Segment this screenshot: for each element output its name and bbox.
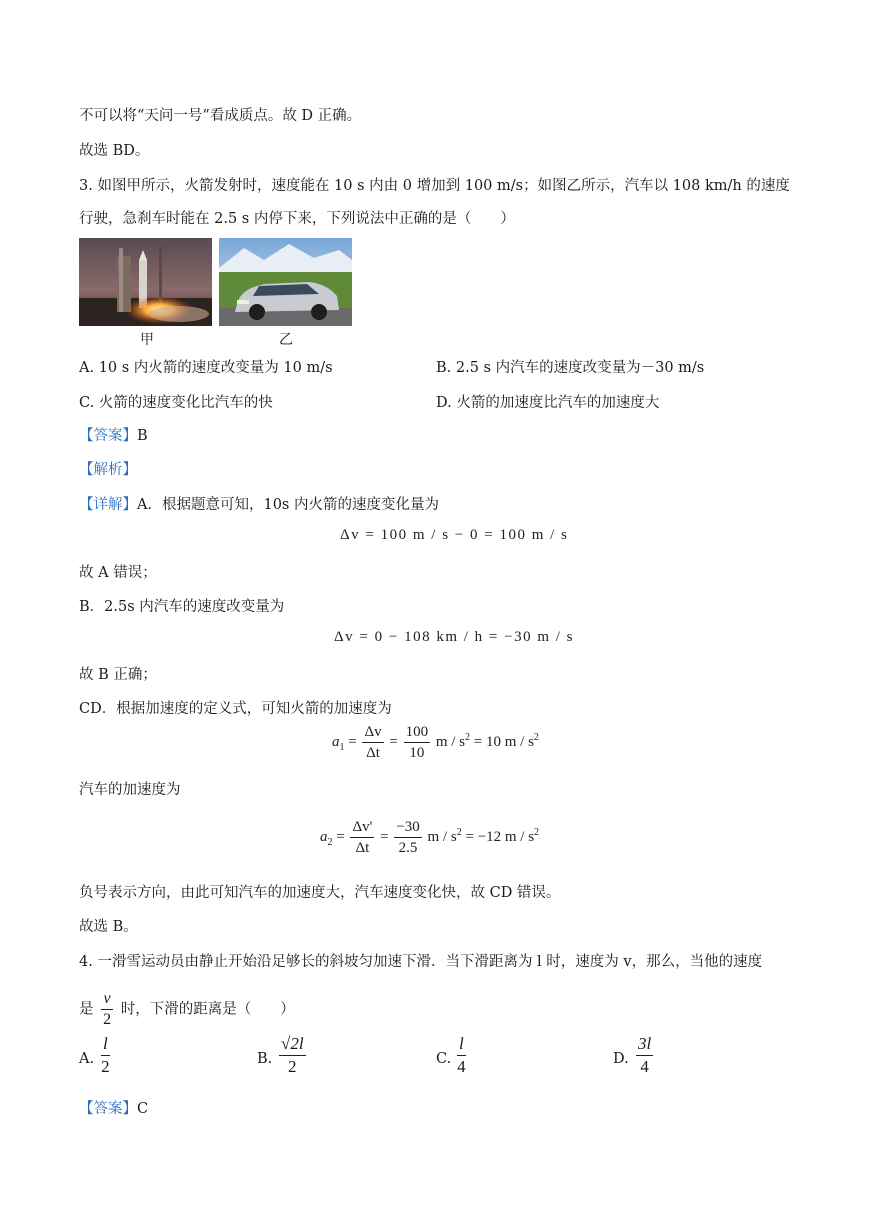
eq3-tail: m / s [435, 733, 466, 750]
detail-tag: 【详解】 [79, 497, 137, 513]
equation-2: Δv = 0 − 108 km / h = −30 m / s [334, 629, 574, 645]
q4-option-a-label: A. [79, 1051, 95, 1067]
caption-right: 乙 [279, 332, 293, 348]
text-line: 故选 BD。 [79, 143, 150, 159]
eq3-sub: 1 [339, 741, 345, 753]
answer-tag: 【答案】 [79, 1101, 137, 1117]
detail-a-text: A．根据题意可知，10s 内火箭的速度变化量为 [137, 497, 439, 513]
eq3-frac1 [362, 723, 383, 762]
equation-3: $a_1$ = $\frac{\Delta v}{\Delta t}$ = $\frac{100}{10}$ $m / s^2 = 10$ m / $s^2$ [332, 724, 539, 761]
half-v-num: v [101, 990, 113, 1010]
text-line: 故 B 正确； [79, 667, 157, 683]
choose-b: 故选 B。 [79, 919, 138, 935]
caption-left: 甲 [140, 332, 154, 348]
rocket-launch-image [79, 238, 212, 326]
answer-tag: 【答案】 [79, 428, 137, 444]
equation-4: $a_2$ = $\frac{\Delta v'}{\Delta t}$ = $\frac{-30}{2.5}$ $m / s^2 = -12$ m / $s^2$ [320, 819, 540, 856]
q4-line2-pre: 是 [79, 1001, 94, 1018]
eq4-result: = −12 m / s [465, 828, 535, 845]
q3-option-d: D. 火箭的加速度比汽车的加速度大 [436, 395, 660, 411]
q4-option-d-fraction: 3l 4 [638, 1034, 652, 1076]
question-3-line-1: 3. 如图甲所示，火箭发射时，速度能在 10 s 内由 0 增加到 100 m/s；如图乙所示，汽车以 108 km/h 的速度 [79, 178, 790, 194]
eq3-frac2-num: 100 [404, 723, 431, 743]
q3-option-c: C. 火箭的速度变化比汽车的快 [79, 395, 273, 411]
q3-option-a: A. 10 s 内火箭的速度改变量为 10 m/s [79, 360, 333, 376]
eq4-frac2-num: −30 [394, 818, 421, 838]
question-4-line-1: 4. 一滑雪运动员由静止开始沿足够长的斜坡匀加速下滑．当下滑距离为 l 时，速度为 v，那么，当他的速度 [79, 954, 763, 970]
eq4-sub: 2 [327, 836, 333, 848]
q4-option-b-fraction: √2l 2 [281, 1034, 304, 1076]
q4-option-d-label: D. [613, 1051, 629, 1067]
question-4-line-2 [79, 990, 295, 1029]
eq3-frac1-num: Δv [362, 723, 383, 743]
q3-option-b: B. 2.5 s 内汽车的速度改变量为－30 m/s [436, 360, 705, 376]
q4-option-c-label: C. [436, 1051, 452, 1067]
detail-a [79, 495, 439, 515]
car-image [219, 238, 352, 326]
eq4-lhs: a [320, 828, 328, 845]
detail-cd: CD．根据加速度的定义式，可知火箭的加速度为 [79, 701, 392, 717]
eq3-frac2 [404, 723, 431, 762]
equation-1: Δv = 100 m / s − 0 = 100 m / s [340, 527, 569, 543]
eq3-result: = 10 m / s [473, 733, 534, 750]
half-v-fraction [101, 990, 113, 1029]
analysis-tag: 【解析】 [79, 462, 137, 478]
q4-option-b-label: B. [257, 1051, 273, 1067]
eq3-sup: 2 [533, 731, 539, 743]
eq3-frac1-den: Δt [366, 745, 380, 761]
q3-answer [79, 426, 148, 446]
eq4-frac1-den: Δt [355, 840, 370, 856]
half-v-den: 2 [103, 1011, 112, 1028]
q4-option-c-fraction: l 4 [457, 1034, 466, 1076]
text-line: 不可以将“天问一号”看成质点。故 D 正确。 [79, 108, 362, 124]
eq4-sup: 2 [534, 826, 540, 838]
q4-option-a-fraction: l 2 [101, 1034, 110, 1076]
question-3-line-2: 行驶，急刹车时能在 2.5 s 内停下来，下列说法中正确的是（ ） [79, 211, 515, 227]
eq3-frac2-den: 10 [409, 745, 425, 761]
eq4-frac2-den: 2.5 [398, 840, 418, 856]
eq4-frac1 [350, 818, 374, 857]
text-line: 故 A 错误； [79, 565, 157, 581]
detail-b: B．2.5s 内汽车的速度改变量为 [79, 599, 285, 615]
answer-value: C [137, 1101, 149, 1117]
eq4-frac1-num: Δv' [350, 818, 374, 838]
eq3-lhs: a [332, 733, 340, 750]
q4-answer [79, 1099, 148, 1119]
car-acc-text: 汽车的加速度为 [79, 782, 181, 798]
q4-line2-post: 时，下滑的距离是（ ） [120, 1001, 295, 1018]
answer-value: B [137, 428, 148, 444]
conclusion: 负号表示方向，由此可知汽车的加速度大，汽车速度变化快，故 CD 错误。 [79, 885, 561, 901]
eq4-frac2 [394, 818, 421, 857]
eq4-tail: m / s [427, 828, 457, 845]
